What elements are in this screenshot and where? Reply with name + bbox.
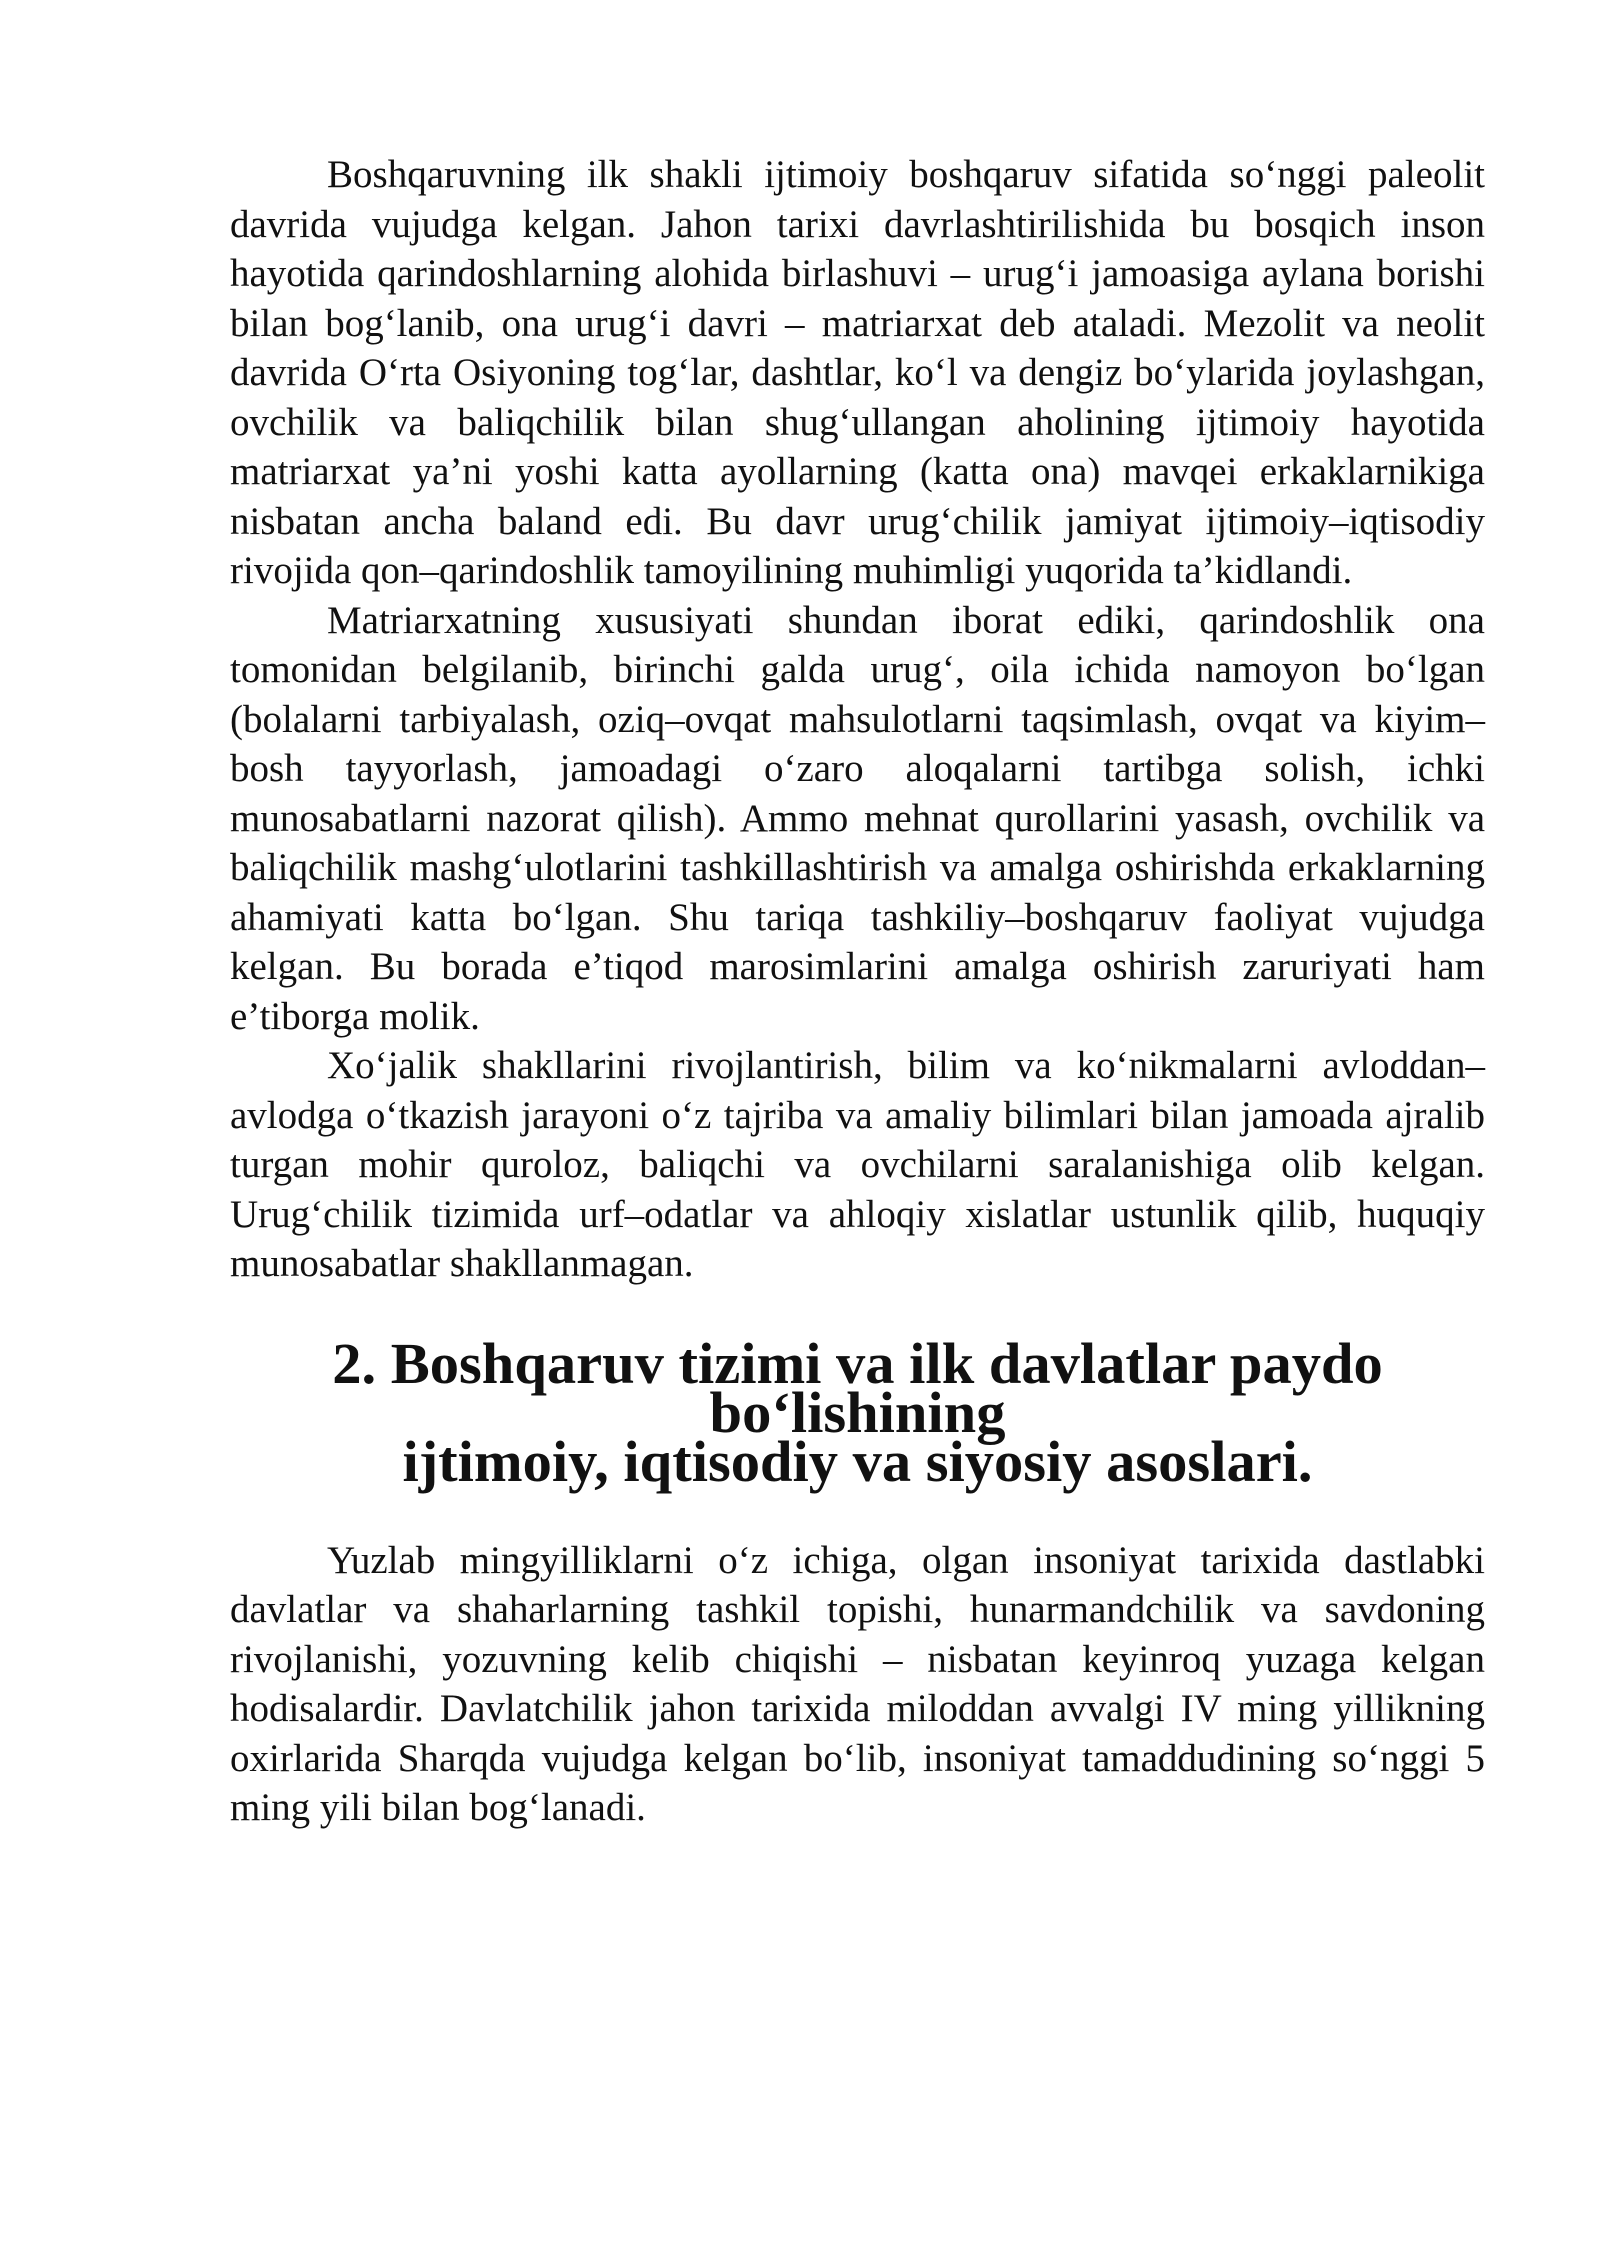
section-heading-line-2: ijtimoiy, iqtisodiy va siyosiy asoslari. [402,1428,1313,1494]
paragraph-matriarchy-origin: Boshqaruvning ilk shakli ijtimoiy boshqaruv sifatida so‘nggi paleolit davrida vujudga kelgan. Jahon tarixi davrlashtirilishida bu bosqich inson hayotida qarindoshlarning alohida birlashuvi – urug‘i jamoasiga aylana borishi bilan bog‘lanib, ona urug‘i davri – matriarxat deb ataladi. Mezolit va neolit davrida O‘rta Osiyoning tog‘lar, dashtlar, ko‘l va dengiz bo‘ylarida joylashgan, ovchilik va baliqchilik bilan shug‘ullangan aholining ijtimoiy hayotida matriarxat ya’ni yoshi katta ayollarning (katta ona) mavqei erkaklarnikiga nisbatan ancha baland edi. Bu davr urug‘chilik jamiyat ijtimoiy–iqtisodiy rivojida qon–qarindoshlik tamoyilining muhimligi yuqorida ta’kidlandi. [230,153,1485,592]
paragraph-economic-forms: Xo‘jalik shakllarini rivojlantirish, bilim va ko‘nikmalarni avloddan–avlodga o‘tkazish jarayoni o‘z tajriba va amaliy bilimlari bilan jamoada ajralib turgan mohir quroloz, baliqchi va ovchilarni saralanishiga olib kelgan. Urug‘chilik tizimida urf–odatlar va ahloqiy xislatlar ustunlik qilib, huquqiy munosabatlar shakllanmagan. [230,1044,1485,1285]
section-heading-line-1: 2. Boshqaruv tizimi va ilk davlatlar paydo bo‘lishining [332,1330,1383,1445]
paragraph-matriarchy-features: Matriarxatning xususiyati shundan iborat ediki, qarindoshlik ona tomonidan belgilanib, birinchi galda urug‘, oila ichida namoyon bo‘lgan (bolalarni tarbiyalash, oziq–ovqat mahsulotlarni taqsimlash, ovqat va kiyim–bosh tayyorlash, jamoadagi o‘zaro aloqalarni tartibga solish, ichki munosabatlarni nazorat qilish). Ammo mehnat qurollarini yasash, ovchilik va baliqchilik mashg‘ulotlarini tashkillashtirish va amalga oshirishda erkaklarning ahamiyati katta bo‘lgan. Shu tariqa tashkiliy–boshqaruv faoliyat vujudga kelgan. Bu borada e’tiqod marosimlarini amalga oshirish zaruriyati ham e’tiborga molik. [230,598,1485,1038]
document-page [230,150,1485,1833]
section-heading [230,1330,1485,1494]
paragraph-early-states: Yuzlab mingyilliklarni o‘z ichiga, olgan insoniyat tarixida dastlabki davlatlar va shaharlarning tashkil topishi, hunarmandchilik va savdoning rivojlanishi, yozuvning kelib chiqishi – nisbatan keyinroq yuzaga kelgan hodisalardir. Davlatchilik jahon tarixida miloddan avvalgi IV ming yillikning oxirlarida Sharqda vujudga kelgan bo‘lib, insoniyat tamaddudining so‘nggi 5 ming yili bilan bog‘lanadi. [230,1538,1485,1829]
